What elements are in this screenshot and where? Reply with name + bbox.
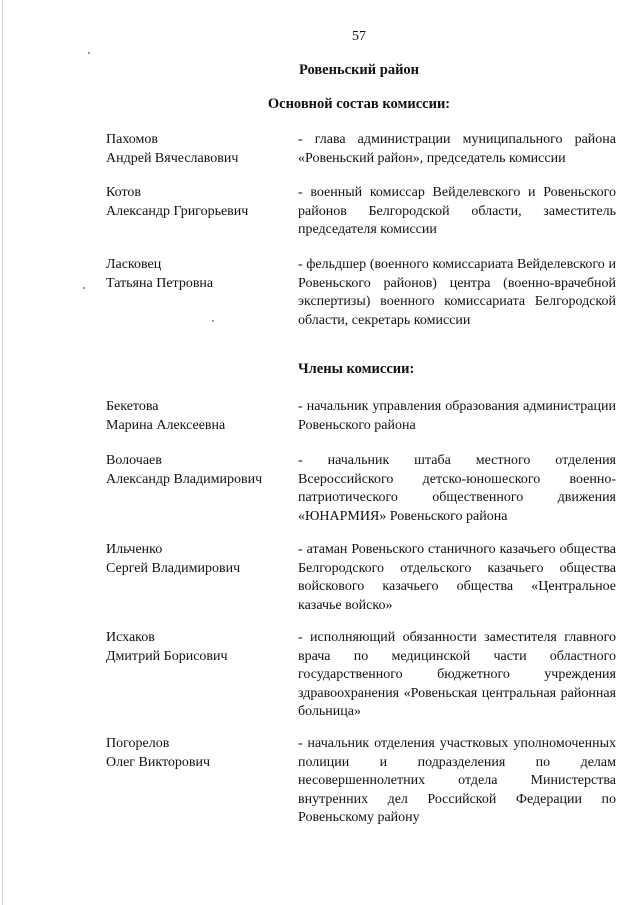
position-description: - исполняющий обязанности заместителя главного врача по медицинской части областного государственного бюджетного учреждения здравоохранения «Ровеньская центральная районная больница»	[298, 630, 616, 719]
person-name	[106, 131, 286, 168]
given-names: Дмитрий Борисович	[106, 648, 228, 664]
surname: Исхаков	[106, 630, 155, 645]
given-names: Сергей Владимирович	[106, 560, 241, 576]
position-description: - атаман Ровеньского станичного казачьего общества Белгородского отдельского казачьего общества войскового казачьего общества «Центральное казачье войско»	[298, 542, 616, 613]
person-name	[106, 735, 286, 772]
given-names: Андрей Вячеславович	[106, 150, 239, 166]
surname: Пахомов	[106, 132, 158, 147]
position-description: - глава администрации муниципального района «Ровеньский район», председатель комиссии	[298, 132, 616, 166]
given-names: Александр Владимирович	[106, 471, 263, 487]
surname: Ласковец	[106, 257, 162, 272]
surname: Котов	[106, 185, 141, 200]
surname: Волочаев	[106, 453, 162, 468]
position-description: - фельдшер (военного комиссариата Вейделевского и Ровеньского районов) центра (военно-врачебной экспертизы) военного комиссариата Белгородской области, секретарь комиссии	[298, 257, 616, 328]
scan-speck	[88, 52, 90, 54]
scan-edge-line	[2, 0, 3, 905]
scan-speck	[83, 287, 85, 289]
page-number: 57	[352, 29, 366, 44]
members-title: Члены комиссии:	[298, 361, 415, 377]
person-name	[106, 452, 286, 489]
position-description: - начальник управления образования администрации Ровеньского района	[298, 399, 616, 433]
district-title: Ровеньский район	[298, 62, 420, 78]
person-name	[106, 256, 286, 293]
core-composition-title: Основной состав комиссии:	[267, 96, 451, 112]
given-names: Олег Викторович	[106, 754, 211, 770]
position-description: - начальник отделения участковых уполномоченных полиции и подразделения по делам несовершеннолетних отдела Министерства внутренних дел Российской Федерации по Ровеньскому району	[298, 736, 616, 825]
given-names: Марина Алексеевна	[106, 417, 226, 433]
surname: Ильченко	[106, 542, 163, 557]
person-name	[106, 629, 286, 666]
position-description: - военный комиссар Вейделевского и Ровеньского районов Белгородской области, заместитель председателя комиссии	[298, 185, 616, 237]
surname: Погорелов	[106, 736, 170, 751]
scan-speck	[212, 320, 214, 322]
person-name	[106, 398, 286, 435]
person-name	[106, 184, 286, 221]
person-name	[106, 541, 286, 578]
given-names: Александр Григорьевич	[106, 203, 249, 219]
surname: Бекетова	[106, 399, 159, 414]
position-description: - начальник штаба местного отделения Всероссийского детско-юношеского военно-патриотического общественного движения «ЮНАРМИЯ» Ровеньского района	[298, 453, 616, 524]
given-names: Татьяна Петровна	[106, 275, 214, 291]
